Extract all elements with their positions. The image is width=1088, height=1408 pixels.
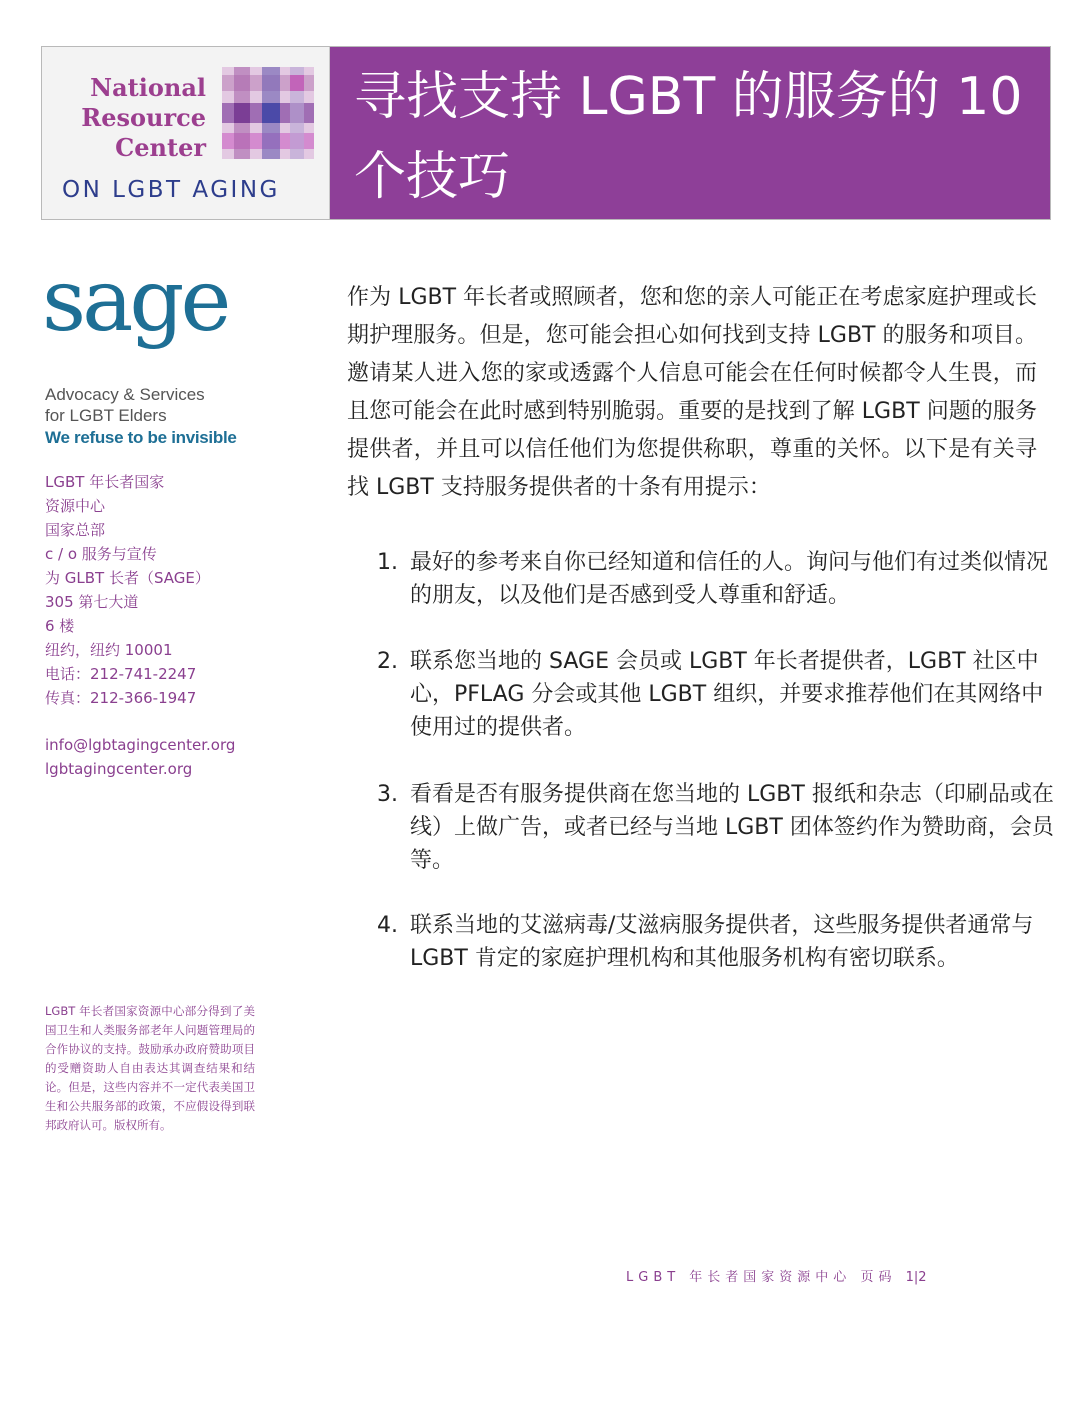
tip-text: 联系当地的艾滋病毒/艾滋病服务提供者，这些服务提供者通常与 LGBT 肯定的家庭护理机构和其他服务机构有密切联系。	[410, 913, 1034, 971]
email-link[interactable]: info@lgbtagingcenter.org	[45, 736, 236, 754]
tip-item	[377, 778, 1065, 877]
tip-item	[377, 546, 1065, 612]
address-line: 纽约，纽约 10001	[45, 641, 173, 659]
page-separator: |	[913, 1270, 919, 1285]
nrc-logo-line1: National	[90, 73, 206, 102]
header-banner	[41, 46, 1051, 220]
intro-paragraph: 作为 LGBT 年长者或照顾者，您和您的亲人可能正在考虑家庭护理或长期护理服务。但是，您可能会担心如何找到支持 LGBT 的服务和项目。邀请某人进入您的家或透露个人信息可能会在任何时候都令人生畏，而且您可能会在此时感到特别脆弱。重要的是找到了解 LGBT 问题的服务提供者，并且可以信任他们为您提供称职，尊重的关怀。以下是有关寻找 LGBT 支持服务提供者的十条有用提示：	[347, 285, 1037, 500]
nrc-logo-line2: Resource	[81, 103, 206, 132]
tip-text: 联系您当地的 SAGE 会员或 LGBT 年长者提供者，LGBT 社区中心，PFLAG 分会或其他 LGBT 组织，并要求推荐他们在其网络中使用过的提供者。	[410, 649, 1044, 740]
footer-org: LGBT 年长者国家资源中心	[626, 1270, 852, 1285]
footer-page-label: 页码	[860, 1270, 897, 1285]
tip-number: 3.	[377, 782, 398, 807]
page-title: 寻找支持 LGBT 的服务的 10 个技巧	[330, 47, 1050, 219]
address-line: 6 楼	[45, 617, 75, 635]
phone-line: 电话：212-741-2247	[45, 665, 197, 683]
website-link[interactable]: lgbtagingcenter.org	[45, 760, 193, 778]
address-line: 为 GLBT 长者（SAGE）	[45, 569, 210, 587]
sage-logo-text: sage	[42, 262, 228, 351]
tip-text: 看看是否有服务提供商在您当地的 LGBT 报纸和杂志（印刷品或在线）上做广告，或者已经与当地 LGBT 团体签约作为赞助商，会员等。	[410, 782, 1054, 873]
page-number-current: 1	[905, 1270, 914, 1285]
contact-block	[45, 733, 235, 781]
address-line: c / o 服务与宣传	[45, 545, 157, 563]
nrc-logo	[42, 47, 330, 219]
tip-number: 1.	[377, 550, 398, 575]
address-line: 资源中心	[45, 497, 106, 515]
address-line: 国家总部	[45, 521, 106, 539]
sage-tagline-line1: Advocacy & Services	[45, 385, 205, 404]
tip-number: 2.	[377, 649, 398, 674]
sage-slogan: We refuse to be invisible	[45, 428, 237, 447]
address-line: LGBT 年长者国家	[45, 473, 165, 491]
nrc-logo-line3: Center	[115, 133, 206, 162]
nrc-logo-wordmark	[60, 73, 206, 163]
page-footer	[626, 1266, 927, 1285]
nrc-logo-tagline: ON LGBT AGING	[62, 177, 280, 203]
address-block	[45, 470, 285, 710]
sage-logo	[42, 262, 252, 374]
sage-tagline-line2: for LGBT Elders	[45, 406, 167, 425]
disclaimer-text: LGBT 年长者国家资源中心部分得到了美国卫生和人类服务部老年人问题管理局的合作协议的支持。鼓励承办政府赞助项目的受赠资助人自由表达其调查结果和结论。但是，这些内容并不一定代表美国卫生和公共服务部的政策，不应假设得到联邦政府认可。版权所有。	[45, 1004, 255, 1132]
tip-item	[377, 645, 1065, 744]
sage-tagline	[45, 384, 205, 426]
fax-line: 传真：212-366-1947	[45, 689, 197, 707]
nrc-mosaic-icon	[222, 67, 314, 159]
tip-text: 最好的参考来自你已经知道和信任的人。询问与他们有过类似情况的朋友，以及他们是否感到受人尊重和舒适。	[410, 550, 1049, 608]
tip-item	[377, 909, 1065, 975]
page-number-total: 2	[918, 1270, 927, 1285]
tip-number: 4.	[377, 913, 398, 938]
address-line: 305 第七大道	[45, 593, 139, 611]
